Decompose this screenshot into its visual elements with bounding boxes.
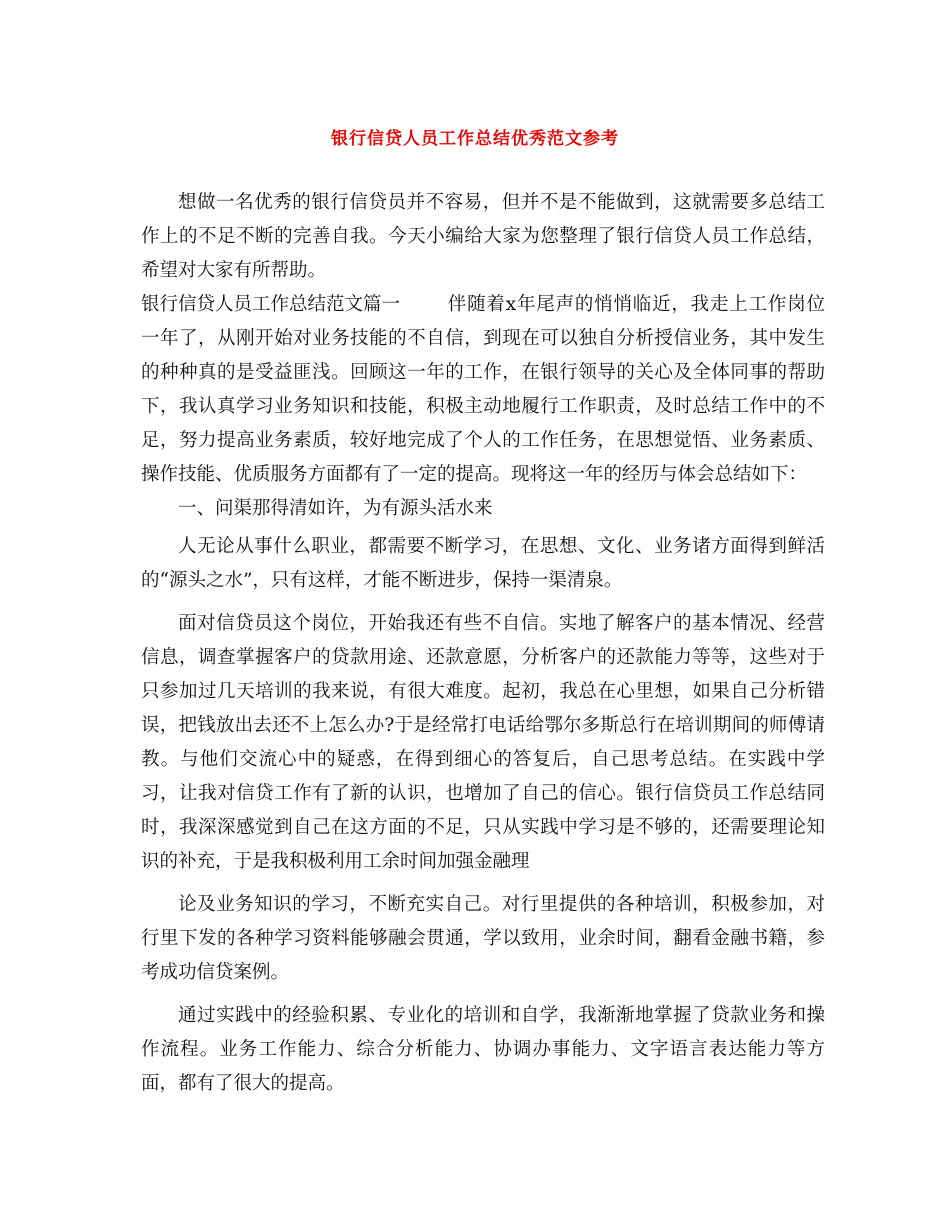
section-first-text: 伴随着x年尾声的悄悄临近，我走上工作岗位一年了，从刚开始对业务技能的不自信，到现在可以独自分析授信业务，其中发生的种种真的是受益匪浅。回顾这一年的工作，在银行领导的关心及全体同事的帮助下，我认真学习业务知识和技能，积极主动地履行工作职责，及时总结工作中的不足，努力提高业务素质，较好地完成了个人的工作任务，在思想觉悟、业务素质、操作技能、优质服务方面都有了一定的提高。现将这一年的经历与体会总结如下： xyxy=(141,294,825,485)
body-paragraph-3: 论及业务知识的学习，不断充实自己。对行里提供的各种培训，积极参加，对行里下发的各种学习资料能够融会贯通，学以致用，业余时间，翻看金融书籍，参考成功信贷案例。 xyxy=(141,894,825,983)
body-paragraph-2: 面对信贷员这个岗位，开始我还有些不自信。实地了解客户的基本情况、经营信息，调查掌握客户的贷款用途、还款意愿，分析客户的还款能力等等，这些对于只参加过几天培训的我来说，有很大难度。起初，我总在心里想，如果自己分析错误，把钱放出去还不上怎么办?于是经常打电话给鄂尔多斯总行在培训期间的师傅请教。与他们交流心中的疑惑，在得到细心的答复后，自己思考总结。在实践中学习，让我对信贷工作有了新的认识，也增加了自己的信心。银行信贷员工作总结同时，我深深感觉到自己在这方面的不足，只从实践中学习是不够的，还需要理论知识的补充，于是我积极利用工余时间加强金融理 xyxy=(141,613,825,872)
body-paragraph-4: 通过实践中的经验积累、专业化的培训和自学，我渐渐地掌握了贷款业务和操作流程。业务工作能力、综合分析能力、协调办事能力、文字语言表达能力等方面，都有了很大的提高。 xyxy=(141,1005,825,1094)
section-paragraph xyxy=(141,288,825,492)
document-title: 银行信贷人员工作总结优秀范文参考 xyxy=(331,129,619,149)
section-title: 银行信贷人员工作总结范文篇一 xyxy=(141,294,401,315)
section-heading: 一、问渠那得清如许，为有源头活水来 xyxy=(178,498,493,519)
body-paragraph-1: 人无论从事什么职业，都需要不断学习，在思想、文化、业务诸方面得到鲜活的“源头之水”，只有这样，才能不断进步，保持一渠清泉。 xyxy=(141,536,825,591)
document-body xyxy=(141,186,825,1101)
intro-paragraph: 想做一名优秀的银行信贷员并不容易，但并不是不能做到，这就需要多总结工作上的不足不断的完善自我。今天小编给大家为您整理了银行信贷人员工作总结，希望对大家有所帮助。 xyxy=(141,192,825,281)
